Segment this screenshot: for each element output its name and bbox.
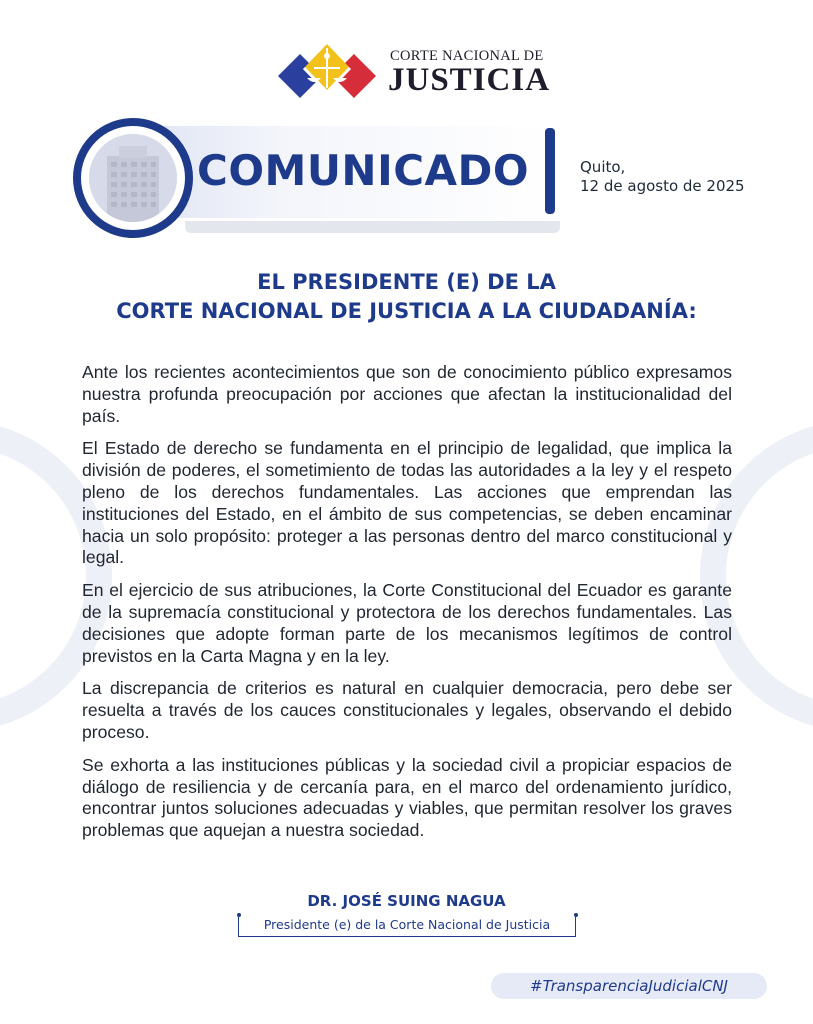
paragraph-3: En el ejercicio de sus atribuciones, la Corte Constitucional del Ecuador es garante de la supremacía constitucional y protectora de los derechos fundamentales. Las decisiones que adopte forman parte de los mecanismos legítimos de control previstos en la Carta Magna y en la ley. — [82, 580, 732, 666]
heading-line1: EL PRESIDENTE (E) DE LA — [257, 270, 556, 294]
signature-role: Presidente (e) de la Corte Nacional de Justicia — [263, 917, 551, 932]
banner-accent-bar — [545, 128, 555, 214]
paragraph-5: Se exhorta a las instituciones públicas y la sociedad civil a propiciar espacios de diálogo de resiliencia y de cercanía para, en el marco del ordenamiento jurídico, encontrar juntos soluciones adecuadas y viables, que permitan resolver los graves problemas que aquejan a nuestra sociedad. — [82, 754, 732, 841]
date-value: 12 de agosto de 2025 — [580, 177, 745, 195]
building-photo — [89, 134, 177, 222]
building-icon — [89, 134, 177, 222]
cnj-emblem-icon — [276, 38, 386, 102]
signature-underline — [238, 936, 576, 937]
paragraph-2: El Estado de derecho se fundamenta en el principio de legalidad, que implica la división de poderes, el sometimiento de todas las autoridades a la ley y el respeto pleno de los derechos fundamentales. Las acciones que emprendan las instituciones del Estado, en el ámbito de sus competencias, se deben encaminar hacia un solo propósito: proteger a las personas dentro del marco constitucional y legal. — [82, 438, 732, 568]
signature-name: DR. JOSÉ SUING NAGUA — [307, 892, 506, 910]
heading-line2: CORTE NACIONAL DE JUSTICIA A LA CIUDADANÍA: — [116, 299, 697, 323]
banner-shadow — [185, 221, 560, 233]
signature-role-box — [238, 909, 576, 939]
paragraph-4: La discrepancia de criterios es natural en cualquier democracia, pero debe ser resuelta a través de los cauces constitucionales y legales, observando el debido proceso. — [82, 678, 732, 742]
communique-heading — [0, 268, 813, 326]
date-place: Quito, — [580, 158, 626, 176]
date-block — [580, 158, 745, 196]
communique-body — [82, 362, 732, 853]
banner-title: COMUNICADO — [197, 146, 530, 195]
paragraph-1: Ante los recientes acontecimientos que son de conocimiento público expresamos nuestra profunda preocupación por acciones que afectan la institucionalidad del país. — [82, 362, 732, 426]
hashtag-pill: #TransparenciaJudicialCNJ — [491, 973, 767, 999]
comunicado-banner — [73, 118, 573, 238]
logo-line1: CORTE NACIONAL DE — [390, 48, 544, 64]
logo-line2: JUSTICIA — [388, 62, 551, 98]
building-photo-frame — [73, 118, 193, 238]
cnj-logo — [276, 38, 551, 102]
